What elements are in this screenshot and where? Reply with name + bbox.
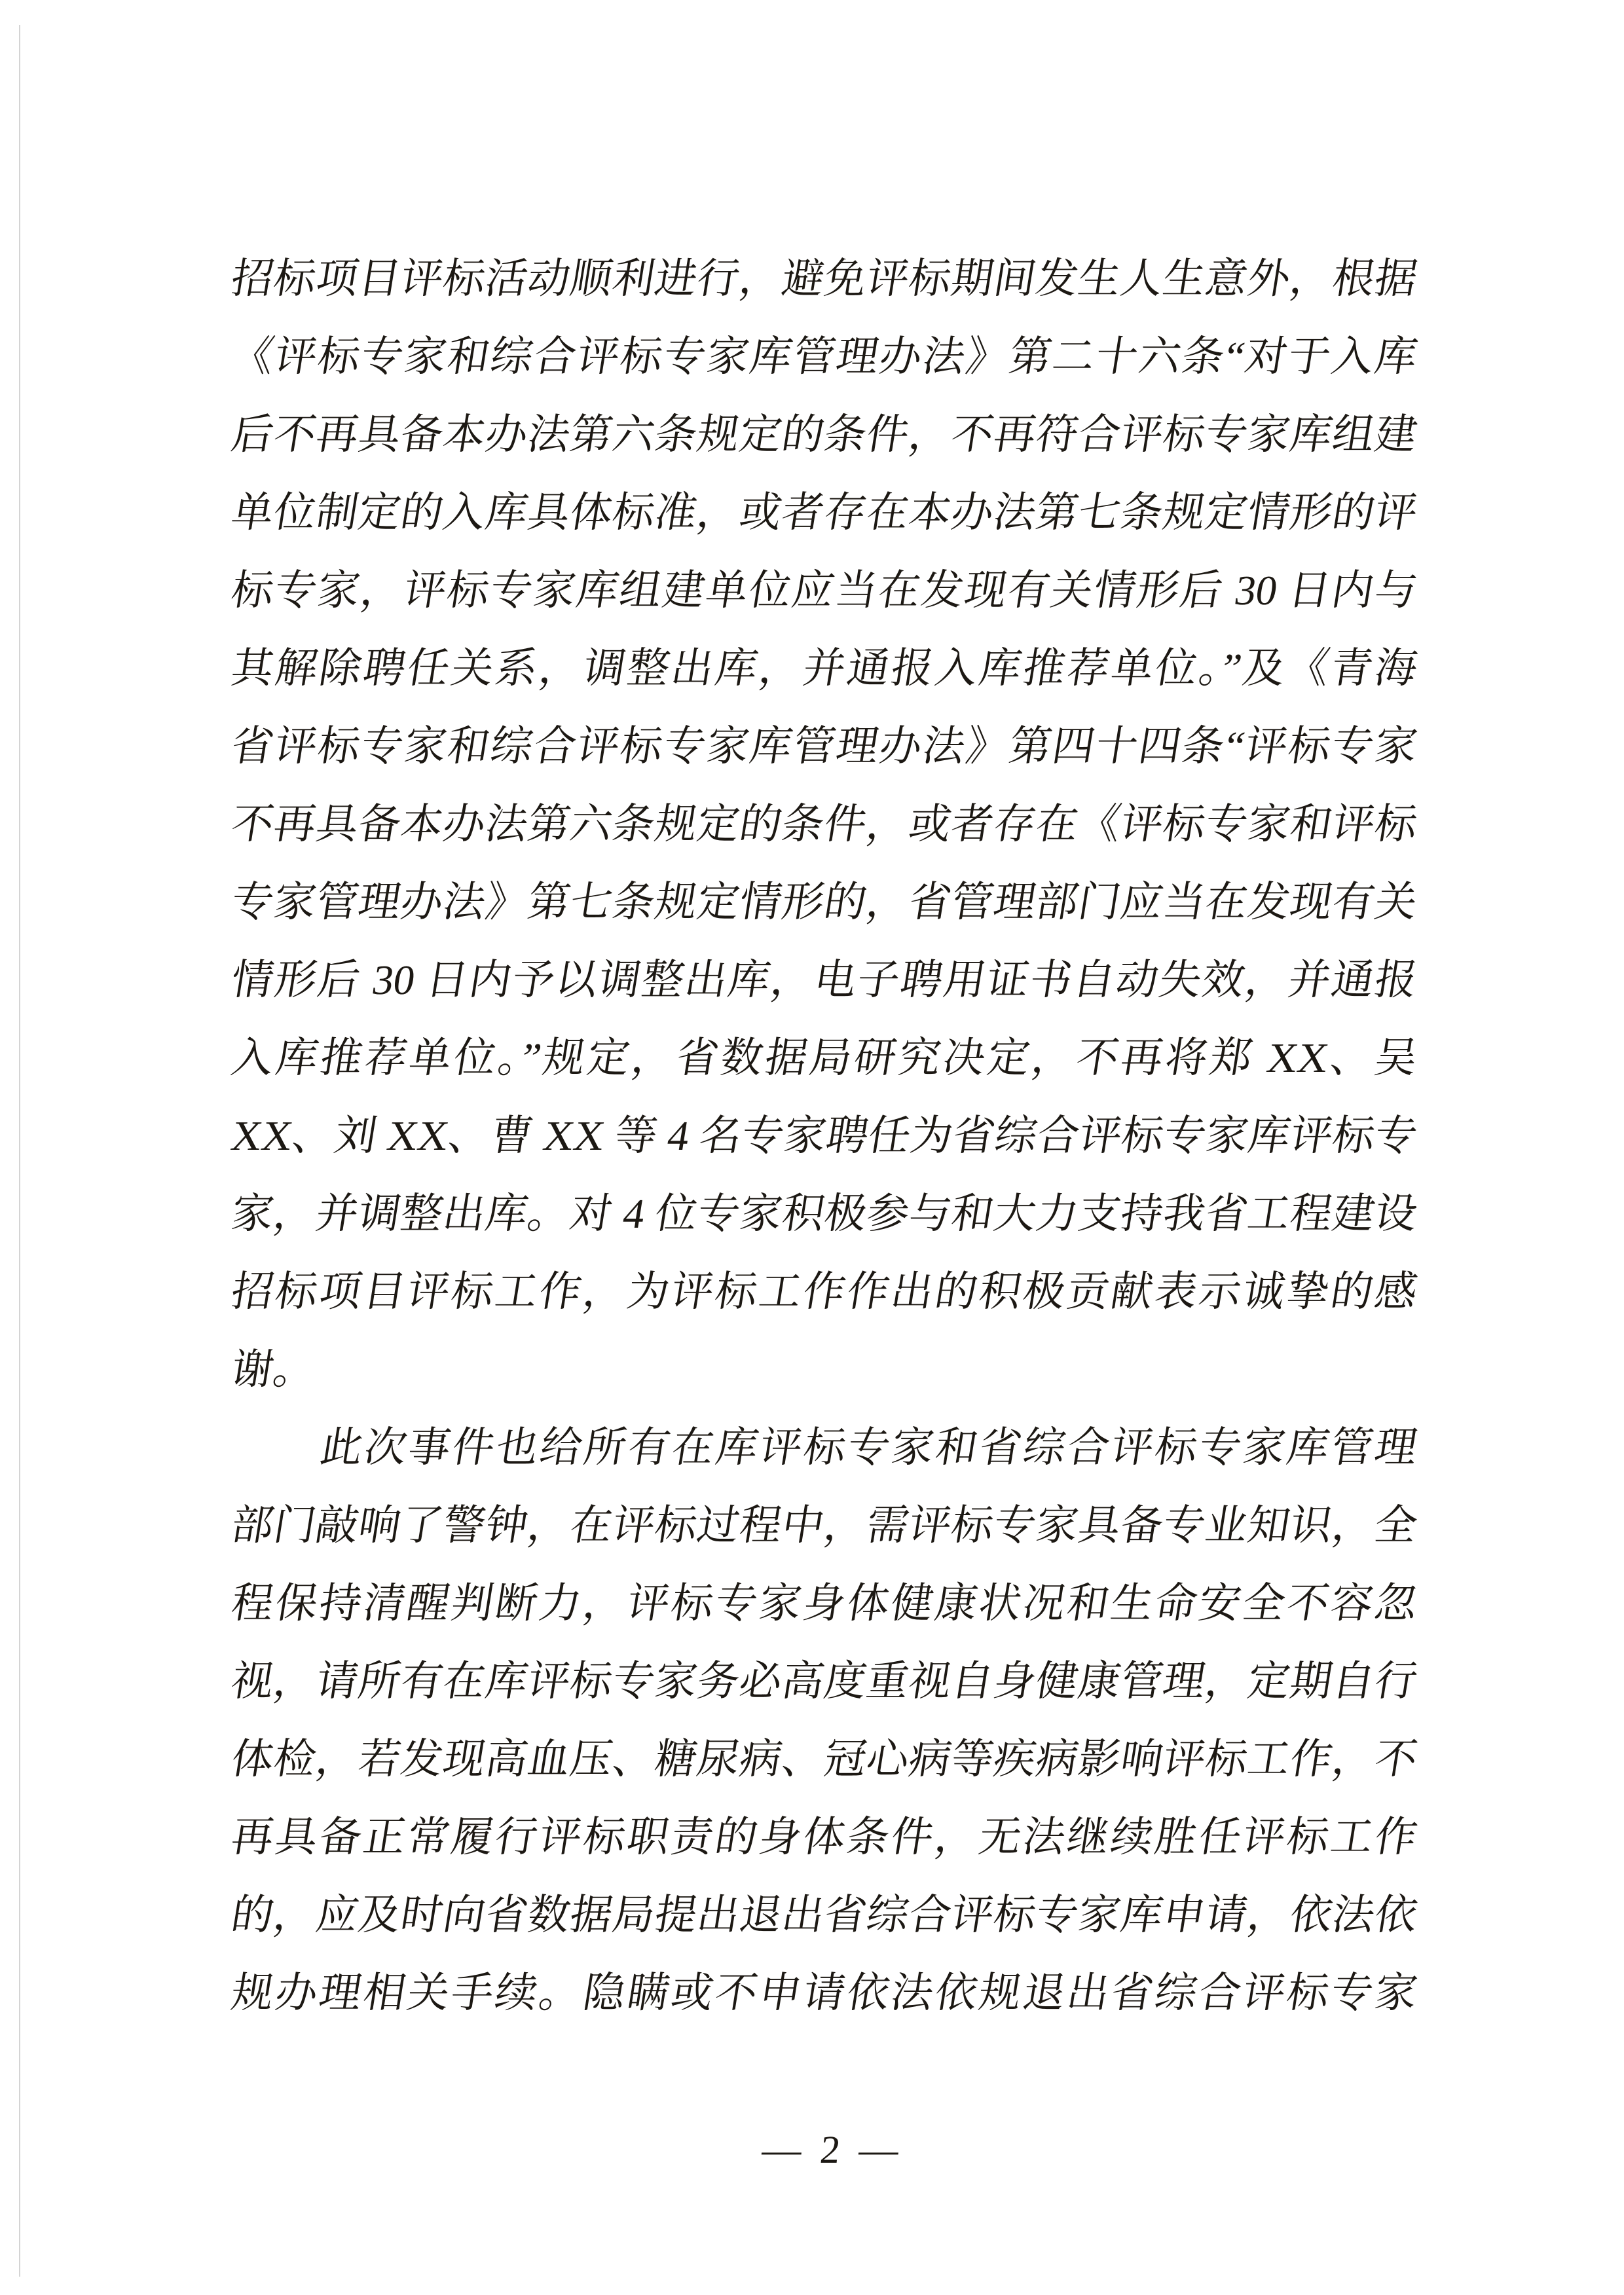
body-text-line: 招标项目评标工作，为评标工作作出的积极贡献表示诚挚的感 [228, 1268, 1421, 1315]
body-text-line: 后不再具备本办法第六条规定的条件，不再符合评标专家库组建 [228, 411, 1421, 458]
body-text-line: XX、刘 XX、曹 XX 等 4 名专家聘任为省综合评标专家库评标专 [228, 1112, 1421, 1159]
paragraph-1 [228, 240, 1421, 1408]
paragraph-2 [228, 1408, 1421, 2032]
body-text-line: 家，并调整出库。对 4 位专家积极参与和大力支持我省工程建设 [228, 1190, 1421, 1237]
body-text-line: 部门敲响了警钟，在评标过程中，需评标专家具备专业知识，全 [228, 1502, 1421, 1549]
body-text-line: 视，请所有在库评标专家务必高度重视自身健康管理，定期自行 [228, 1658, 1421, 1704]
body-text-line: 单位制定的入库具体标准，或者存在本办法第七条规定情形的评 [228, 489, 1421, 536]
body-text-line: 再具备正常履行评标职责的身体条件，无法继续胜任评标工作 [228, 1814, 1421, 1860]
body-text-line: 规办理相关手续。隐瞒或不申请依法依规退出省综合评标专家 [228, 1970, 1421, 2016]
scan-edge-line [19, 25, 20, 2277]
body-text-line: 其解除聘任关系，调整出库，并通报入库推荐单位。”及《青海 [228, 645, 1421, 691]
body-text-line: 体检，若发现高血压、糖尿病、冠心病等疾病影响评标工作，不 [228, 1736, 1421, 1782]
document-body [228, 240, 1421, 2032]
body-text-line: 招标项目评标活动顺利进行，避免评标期间发生人生意外，根据 [228, 255, 1421, 302]
page-number: — 2 — [760, 2128, 901, 2171]
body-text-line: 程保持清醒判断力，评标专家身体健康状况和生命安全不容忽 [228, 1580, 1421, 1626]
body-text-line: 谢。 [228, 1346, 320, 1393]
body-text-line: 省评标专家和综合评标专家库管理办法》第四十四条“评标专家 [228, 723, 1421, 769]
body-text-line: 情形后 30 日内予以调整出库，电子聘用证书自动失效，并通报 [228, 957, 1421, 1003]
body-text-line: 此次事件也给所有在库评标专家和省综合评标专家库管理 [317, 1424, 1421, 1471]
body-text-line: 专家管理办法》第七条规定情形的，省管理部门应当在发现有关 [228, 879, 1421, 925]
body-text-line: 的，应及时向省数据局提出退出省综合评标专家库申请，依法依 [228, 1892, 1421, 1938]
body-text-line: 不再具备本办法第六条规定的条件，或者存在《评标专家和评标 [228, 801, 1421, 847]
body-text-line: 《评标专家和综合评标专家库管理办法》第二十六条“对于入库 [228, 333, 1421, 380]
body-text-line: 标专家，评标专家库组建单位应当在发现有关情形后 30 日内与 [228, 567, 1421, 614]
body-text-line: 入库推荐单位。”规定，省数据局研究决定，不再将郑 XX、吴 [228, 1035, 1421, 1081]
